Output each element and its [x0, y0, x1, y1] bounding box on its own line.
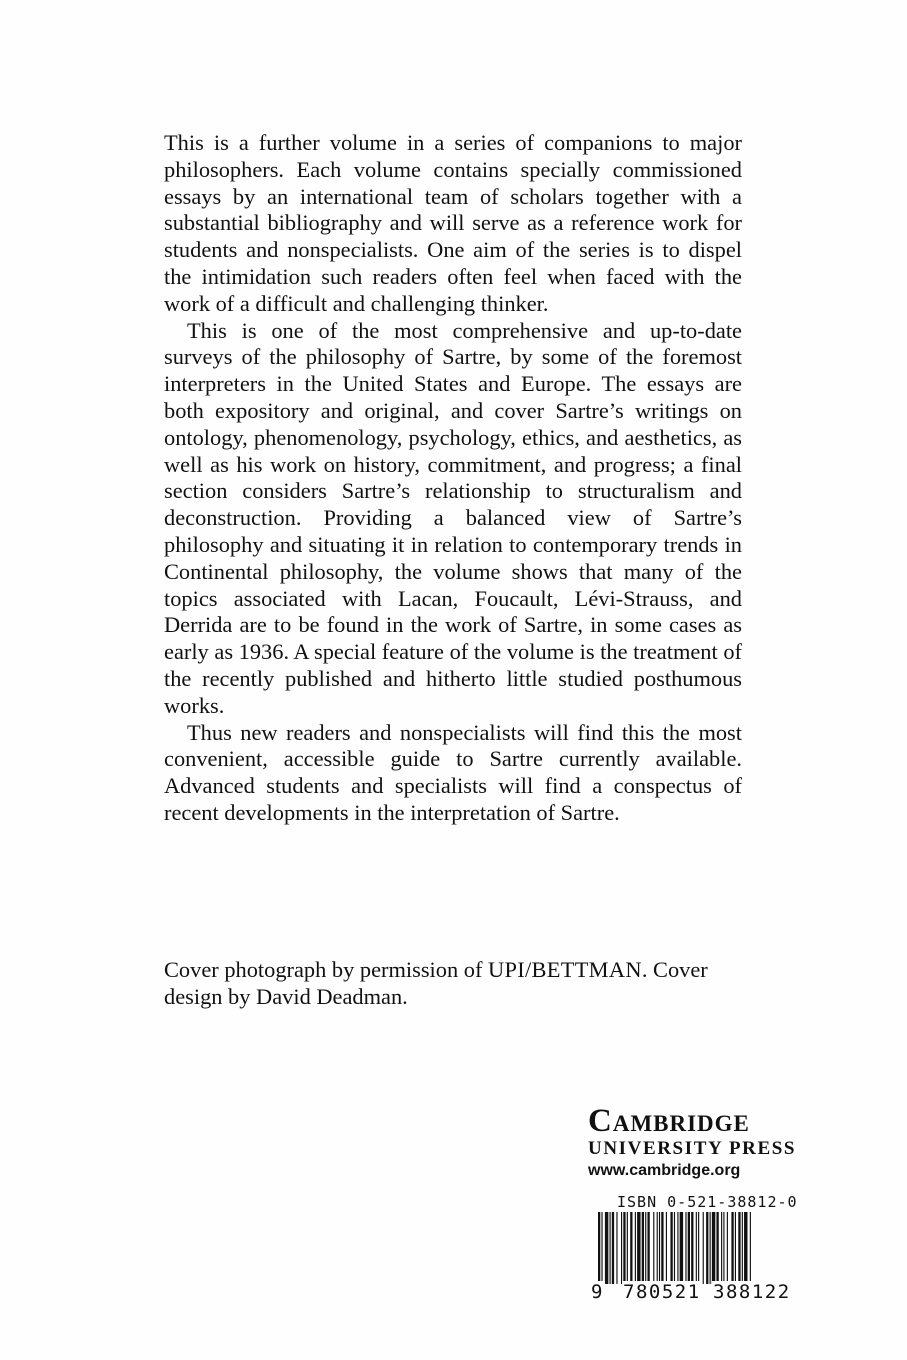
- barcode-bar: [623, 1212, 625, 1284]
- publisher-subtitle: UNIVERSITY PRESS: [588, 1138, 797, 1159]
- publisher-logo: [588, 1104, 828, 1182]
- barcode-bar: [666, 1212, 667, 1284]
- barcode-bar: [723, 1212, 724, 1284]
- barcode-bar: [706, 1212, 708, 1284]
- barcode-bar: [674, 1212, 675, 1284]
- barcode-bar: [731, 1212, 733, 1284]
- barcode-bar: [635, 1212, 636, 1284]
- barcode-left-digits: 780521: [623, 1281, 701, 1303]
- barcode-bar: [727, 1212, 728, 1284]
- credit-text-start: Cover photograph by permission of: [164, 957, 488, 982]
- barcode-bar: [612, 1212, 614, 1284]
- barcode-bar: [642, 1212, 644, 1284]
- credit-agency: UPI/BETTMAN: [488, 957, 642, 982]
- barcode-bar: [616, 1212, 617, 1284]
- barcode-bar: [716, 1212, 718, 1284]
- blurb-text: [164, 130, 742, 827]
- blurb-paragraph-3: Thus new readers and nonspecialists will find this the most convenient, accessible guide to Sartre currently available. Advanced students and specialists will find a conspectus of recent developments in the interpretation of Sartre.: [164, 719, 742, 825]
- barcode-bar: [688, 1212, 690, 1284]
- barcode-bar: [661, 1212, 663, 1284]
- barcode-bar: [645, 1212, 646, 1284]
- barcode-bar: [721, 1212, 722, 1284]
- publisher-name: Cambridge: [588, 1103, 750, 1139]
- barcode-bar: [653, 1212, 654, 1284]
- barcode-bar: [670, 1212, 672, 1284]
- barcode-first-digit: 9: [591, 1281, 604, 1303]
- blurb-paragraph-2: This is one of the most comprehensive and up-to-date surveys of the philosophy of Sartre, by some of the foremost interpreters in the United States and Europe. The essays are both expository and original, and cover Sartre’s writings on ontology, phenomenology, psychology, ethics, and aesthetics, as well as his work on history, commitment, and progress; a final section considers Sartre’s relationship to structuralism and deconstruction. Providing a balanced view of Sartre’s philosophy and situating it in relation to contemporary trends in Continental philosophy, the volume shows that many of the topics associated with Lacan, Foucault, Lévi-Strauss, and Derrida are to be found in the work of Sartre, in some cases as early as 1936. A special feature of the volume is the treatment of the recently published and hitherto little studied posthumous works.: [164, 317, 742, 718]
- barcode-bar: [742, 1212, 743, 1284]
- barcode-bar: [744, 1212, 747, 1284]
- barcode-bar: [698, 1212, 699, 1284]
- barcode-bar: [610, 1212, 611, 1284]
- cover-credit: [164, 957, 764, 1011]
- barcode-bar: [685, 1212, 686, 1284]
- publisher-website: www.cambridge.org: [588, 1162, 741, 1179]
- barcode-bar: [627, 1212, 628, 1284]
- barcode-bar: [659, 1212, 660, 1284]
- barcode-bar: [637, 1212, 640, 1284]
- barcode-bar: [621, 1212, 622, 1284]
- barcode-bar: [710, 1212, 711, 1284]
- barcode-bar: [696, 1212, 697, 1284]
- barcode-bar: [738, 1212, 740, 1284]
- credit-text-end: . Cover design by David Deadman.: [164, 957, 708, 1009]
- blurb-paragraph-1: This is a further volume in a series of companions to major philosophers. Each volume contains specially commissioned essays by an international team of scholars together with a substantial bibliography and will serve as a reference work for students and nonspecialists. One aim of the series is to dispel the intimidation such readers often feel when faced with the work of a difficult and challenging thinker.: [164, 130, 742, 316]
- barcode-bar: [691, 1212, 693, 1284]
- barcode-bar: [735, 1212, 736, 1284]
- barcode-right-digits: 388122: [713, 1281, 791, 1303]
- barcode-bar: [630, 1212, 632, 1284]
- barcode-bar: [712, 1212, 715, 1284]
- barcode-bar: [605, 1212, 608, 1284]
- isbn-label: ISBN 0-521-38812-0: [617, 1193, 798, 1211]
- barcode-bar: [647, 1212, 649, 1284]
- barcode-bar: [703, 1212, 704, 1284]
- barcode-bar: [657, 1212, 658, 1284]
